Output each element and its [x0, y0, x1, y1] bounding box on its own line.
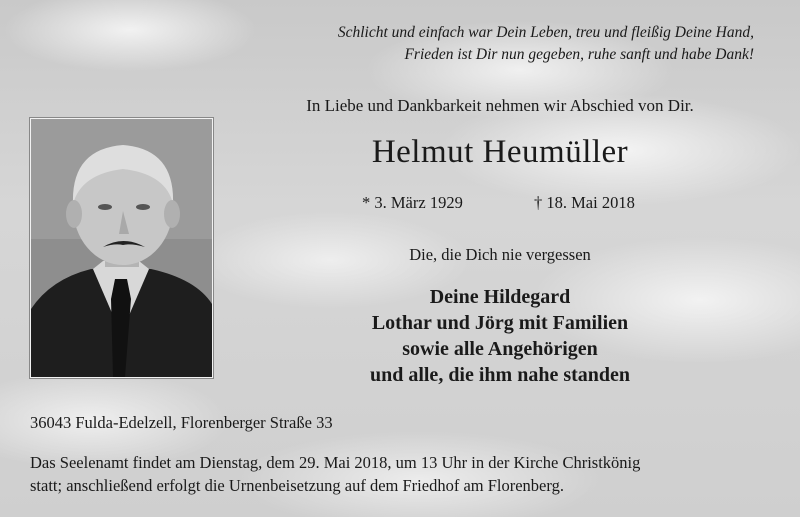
mourner-line: und alle, die ihm nahe standen	[369, 364, 631, 386]
never-forget-text: Die, die Dich nie vergessen	[409, 245, 591, 264]
address: 36043 Fulda-Edelzell, Florenberger Straße 33	[30, 413, 333, 432]
mourners-list	[240, 284, 760, 388]
portrait-image	[31, 119, 212, 377]
service-line-2: statt; anschließend erfolgt die Urnenbeisetzung auf dem Friedhof am Florenberg.	[30, 476, 564, 495]
motto-line-1: Schlicht und einfach war Dein Leben, treu und fleißig Deine Hand,	[337, 24, 754, 41]
intro-text: In Liebe und Dankbarkeit nehmen wir Abschied von Dir.	[306, 96, 694, 115]
mourner-line: Deine Hildegard	[429, 286, 571, 308]
mourner-line: sowie alle Angehörigen	[402, 338, 598, 360]
service-info	[30, 451, 775, 497]
service-line-1: Das Seelenamt findet am Dienstag, dem 29. Mai 2018, um 13 Uhr in der Kirche Christkönig	[30, 453, 641, 472]
portrait-photo	[30, 118, 213, 378]
death-date: † 18. Mai 2018	[534, 193, 635, 212]
motto-line-2: Frieden ist Dir nun gegeben, ruhe sanft und habe Dank!	[404, 46, 754, 63]
motto-verse	[234, 22, 754, 66]
deceased-name: Helmut Heumüller	[371, 134, 629, 170]
birth-date: * 3. März 1929	[362, 193, 463, 212]
mourner-line: Lothar und Jörg mit Familien	[371, 312, 629, 334]
